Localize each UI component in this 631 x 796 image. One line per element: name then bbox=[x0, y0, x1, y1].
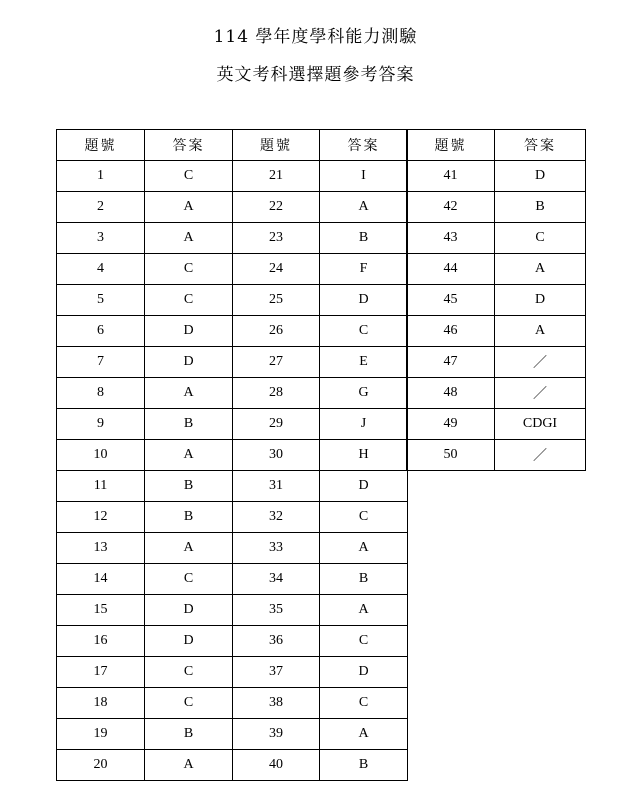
question-number: 16 bbox=[57, 626, 145, 657]
answer-cell: C bbox=[145, 564, 233, 595]
question-number: 28 bbox=[233, 378, 320, 409]
answer-cell: B bbox=[145, 471, 233, 502]
answer-cell: B bbox=[145, 719, 233, 750]
question-number: 23 bbox=[233, 223, 320, 254]
answer-cell: C bbox=[320, 688, 408, 719]
table-row bbox=[407, 223, 586, 254]
answer-cell: B bbox=[145, 409, 233, 440]
answer-cell: B bbox=[320, 223, 408, 254]
table-row bbox=[57, 595, 408, 626]
answer-cell: A bbox=[495, 254, 586, 285]
answer-key-subtitle: 英文考科選擇題參考答案 bbox=[216, 65, 415, 85]
question-number: 39 bbox=[233, 719, 320, 750]
question-number: 2 bbox=[57, 192, 145, 223]
table-row bbox=[57, 750, 408, 781]
answer-cell: A bbox=[145, 192, 233, 223]
answer-cell: C bbox=[145, 254, 233, 285]
answer-cell: A bbox=[320, 595, 408, 626]
answer-cell: A bbox=[145, 750, 233, 781]
answer-cell: A bbox=[145, 533, 233, 564]
question-number: 15 bbox=[57, 595, 145, 626]
table-row bbox=[407, 316, 586, 347]
answer-cell: ／ bbox=[495, 440, 586, 471]
question-number: 37 bbox=[233, 657, 320, 688]
answer-cell: J bbox=[320, 409, 408, 440]
table-row bbox=[407, 285, 586, 316]
table-row bbox=[407, 192, 586, 223]
answer-cell: C bbox=[320, 626, 408, 657]
table-row bbox=[407, 378, 586, 409]
question-number: 5 bbox=[57, 285, 145, 316]
question-number: 33 bbox=[233, 533, 320, 564]
answer-table-right bbox=[406, 129, 586, 471]
question-number: 41 bbox=[407, 161, 495, 192]
question-number: 11 bbox=[57, 471, 145, 502]
answer-cell: C bbox=[145, 285, 233, 316]
question-number: 40 bbox=[233, 750, 320, 781]
answer-cell: A bbox=[145, 440, 233, 471]
question-number-header: 題號 bbox=[233, 130, 320, 161]
table-row bbox=[57, 440, 408, 471]
table-row bbox=[407, 409, 586, 440]
answer-cell: ／ bbox=[495, 378, 586, 409]
question-number: 24 bbox=[233, 254, 320, 285]
answer-cell: A bbox=[320, 719, 408, 750]
question-number: 12 bbox=[57, 502, 145, 533]
answer-cell: C bbox=[320, 502, 408, 533]
answer-cell: A bbox=[495, 316, 586, 347]
question-number: 20 bbox=[57, 750, 145, 781]
table-row bbox=[57, 223, 408, 254]
answer-cell: ／ bbox=[495, 347, 586, 378]
answer-cell: H bbox=[320, 440, 408, 471]
question-number: 48 bbox=[407, 378, 495, 409]
table-row bbox=[57, 719, 408, 750]
question-number: 38 bbox=[233, 688, 320, 719]
question-number: 49 bbox=[407, 409, 495, 440]
table-row bbox=[57, 254, 408, 285]
question-number: 32 bbox=[233, 502, 320, 533]
question-number: 50 bbox=[407, 440, 495, 471]
answer-cell: C bbox=[495, 223, 586, 254]
question-number: 13 bbox=[57, 533, 145, 564]
answer-cell: A bbox=[145, 378, 233, 409]
table-row bbox=[57, 564, 408, 595]
table-row bbox=[57, 316, 408, 347]
question-number: 8 bbox=[57, 378, 145, 409]
answer-cell: B bbox=[320, 750, 408, 781]
answer-cell: B bbox=[495, 192, 586, 223]
answer-cell: A bbox=[320, 192, 408, 223]
answer-header: 答案 bbox=[320, 130, 408, 161]
table-row bbox=[57, 471, 408, 502]
table-row bbox=[57, 657, 408, 688]
answer-cell: A bbox=[145, 223, 233, 254]
answer-cell: D bbox=[495, 161, 586, 192]
answer-cell: C bbox=[320, 316, 408, 347]
answer-cell: CDGI bbox=[495, 409, 586, 440]
answer-table-left bbox=[56, 129, 408, 781]
question-number: 21 bbox=[233, 161, 320, 192]
table-row bbox=[57, 409, 408, 440]
table-row bbox=[57, 533, 408, 564]
question-number: 46 bbox=[407, 316, 495, 347]
question-number: 18 bbox=[57, 688, 145, 719]
answer-cell: A bbox=[320, 533, 408, 564]
table-row bbox=[57, 192, 408, 223]
answer-cell: C bbox=[145, 657, 233, 688]
answer-cell: D bbox=[495, 285, 586, 316]
question-number: 7 bbox=[57, 347, 145, 378]
question-number: 31 bbox=[233, 471, 320, 502]
answer-cell: E bbox=[320, 347, 408, 378]
answer-cell: D bbox=[320, 657, 408, 688]
table-row bbox=[407, 161, 586, 192]
exam-title: 114 學年度學科能力測驗 bbox=[213, 27, 418, 47]
table-row bbox=[57, 502, 408, 533]
table-header-row bbox=[407, 130, 586, 161]
question-number: 34 bbox=[233, 564, 320, 595]
table-header-row bbox=[57, 130, 408, 161]
table-row bbox=[57, 378, 408, 409]
question-number: 26 bbox=[233, 316, 320, 347]
question-number: 25 bbox=[233, 285, 320, 316]
question-number: 42 bbox=[407, 192, 495, 223]
question-number: 17 bbox=[57, 657, 145, 688]
table-row bbox=[57, 161, 408, 192]
answer-cell: D bbox=[145, 316, 233, 347]
answer-cell: D bbox=[320, 471, 408, 502]
table-row bbox=[407, 347, 586, 378]
table-row bbox=[407, 254, 586, 285]
question-number: 30 bbox=[233, 440, 320, 471]
question-number: 45 bbox=[407, 285, 495, 316]
answer-cell: D bbox=[145, 347, 233, 378]
question-number: 6 bbox=[57, 316, 145, 347]
answer-header: 答案 bbox=[145, 130, 233, 161]
question-number: 3 bbox=[57, 223, 145, 254]
table-row bbox=[57, 347, 408, 378]
question-number: 27 bbox=[233, 347, 320, 378]
question-number: 29 bbox=[233, 409, 320, 440]
table-row bbox=[57, 688, 408, 719]
question-number: 14 bbox=[57, 564, 145, 595]
table-row bbox=[57, 285, 408, 316]
question-number: 36 bbox=[233, 626, 320, 657]
question-number: 47 bbox=[407, 347, 495, 378]
answer-cell: B bbox=[320, 564, 408, 595]
question-number: 4 bbox=[57, 254, 145, 285]
answer-cell: D bbox=[145, 626, 233, 657]
question-number-header: 題號 bbox=[57, 130, 145, 161]
answer-cell: D bbox=[320, 285, 408, 316]
answer-cell: G bbox=[320, 378, 408, 409]
question-number-header: 題號 bbox=[407, 130, 495, 161]
question-number: 10 bbox=[57, 440, 145, 471]
answer-cell: B bbox=[145, 502, 233, 533]
question-number: 44 bbox=[407, 254, 495, 285]
answer-cell: C bbox=[145, 161, 233, 192]
answer-cell: C bbox=[145, 688, 233, 719]
question-number: 43 bbox=[407, 223, 495, 254]
question-number: 1 bbox=[57, 161, 145, 192]
question-number: 22 bbox=[233, 192, 320, 223]
question-number: 9 bbox=[57, 409, 145, 440]
answer-cell: F bbox=[320, 254, 408, 285]
table-row bbox=[57, 626, 408, 657]
answer-cell: I bbox=[320, 161, 408, 192]
answer-cell: D bbox=[145, 595, 233, 626]
question-number: 35 bbox=[233, 595, 320, 626]
question-number: 19 bbox=[57, 719, 145, 750]
table-row bbox=[407, 440, 586, 471]
answer-header: 答案 bbox=[495, 130, 586, 161]
